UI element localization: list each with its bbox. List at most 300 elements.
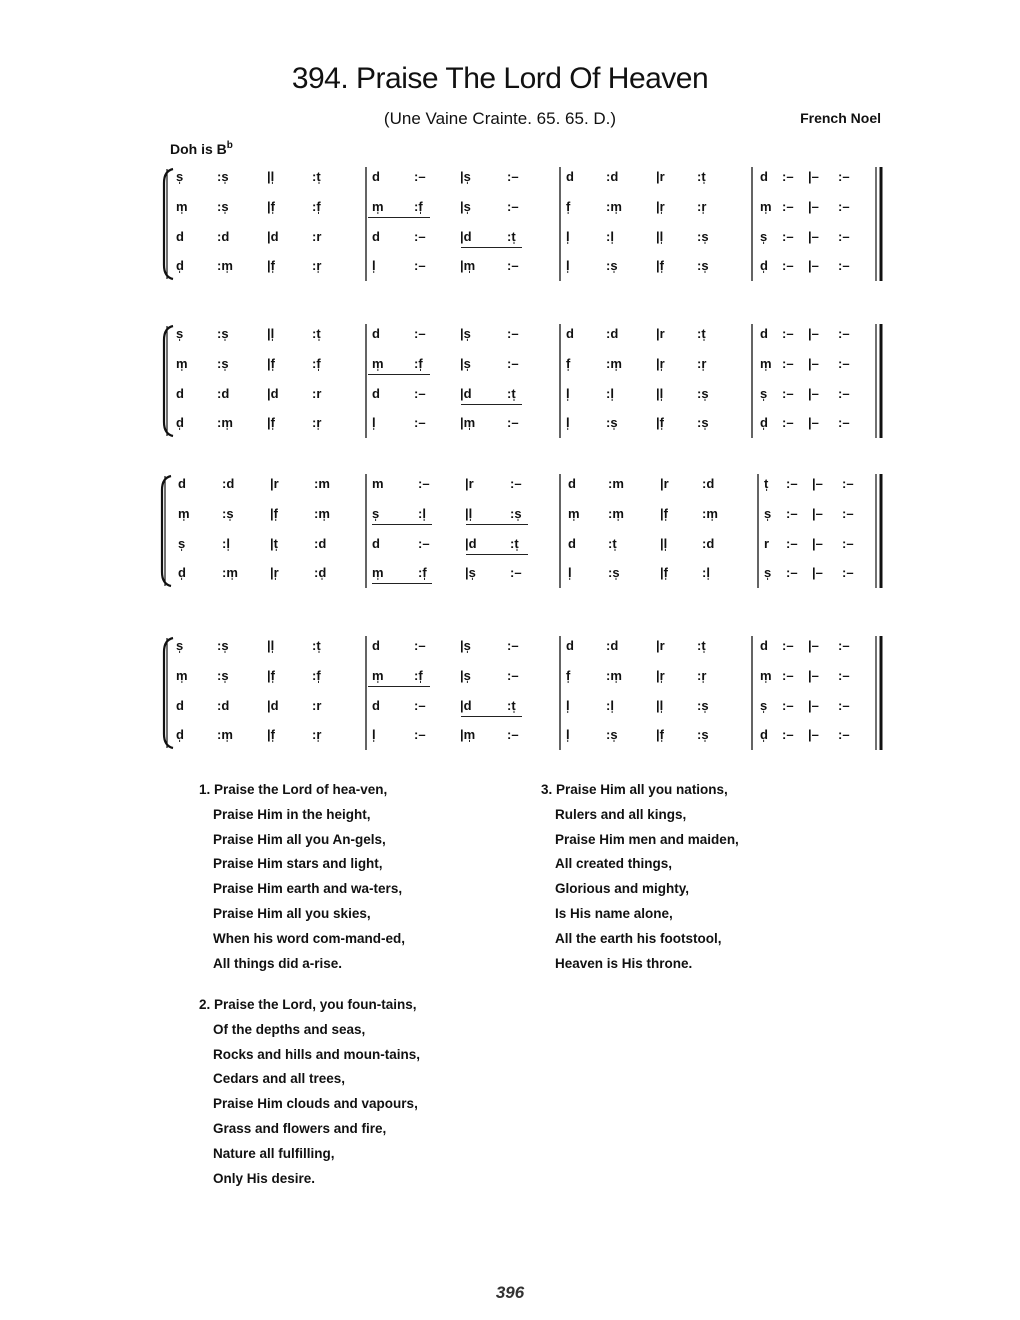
- solfa-note: :–: [507, 668, 519, 683]
- solfa-note: l̩: [566, 727, 570, 742]
- lyric-line: All created things,: [555, 856, 673, 872]
- solfa-note: d̩: [178, 565, 186, 580]
- slur-underline: [368, 686, 430, 687]
- solfa-note: :s̩: [697, 386, 709, 401]
- solfa-note: m̩: [760, 199, 772, 214]
- solfa-note: s̩: [760, 229, 768, 244]
- solfa-note: l̩: [566, 258, 570, 273]
- solfa-note: :–: [418, 536, 430, 551]
- solfa-note: |–: [812, 506, 823, 521]
- solfa-note: :t̩: [510, 536, 519, 551]
- system-bracket: [162, 476, 171, 586]
- solfa-note: :l̩: [606, 229, 614, 244]
- solfa-note: :–: [838, 326, 850, 341]
- solfa-note: :m: [314, 476, 330, 491]
- solfa-note: :f̩: [418, 565, 427, 580]
- solfa-note: :–: [507, 415, 519, 430]
- solfa-note: |m̩: [460, 415, 476, 430]
- solfa-note: :l̩: [702, 565, 710, 580]
- solfa-note: m̩: [372, 668, 384, 683]
- solfa-note: d̩: [760, 415, 768, 430]
- lyric-line: Praise Him earth and wa-ters,: [213, 881, 403, 897]
- slur-underline: [372, 524, 432, 525]
- solfa-note: :t̩: [697, 326, 706, 341]
- solfa-note: :m̩: [222, 565, 238, 580]
- solfa-note: :–: [782, 356, 794, 371]
- solfa-note: |f̩: [267, 199, 275, 214]
- solfa-note: m̩: [372, 565, 384, 580]
- solfa-note: :–: [510, 476, 522, 491]
- solfa-note: :f̩: [312, 356, 321, 371]
- solfa-note: d: [568, 536, 576, 551]
- solfa-note: :t̩: [312, 638, 321, 653]
- solfa-note: f̩: [566, 668, 571, 683]
- lyric-line: Rocks and hills and moun-tains,: [213, 1046, 421, 1062]
- solfa-note: |f̩: [656, 258, 664, 273]
- solfa-note: l̩: [372, 258, 376, 273]
- solfa-note: |s̩: [460, 668, 471, 683]
- solfa-note: :d̩: [314, 565, 327, 580]
- solfa-note: :s̩: [217, 638, 229, 653]
- solfa-note: d̩: [760, 258, 768, 273]
- solfa-note: :–: [838, 668, 850, 683]
- solfa-note: :s̩: [606, 415, 618, 430]
- solfa-note: d: [566, 638, 574, 653]
- solfa-note: l̩: [372, 415, 376, 430]
- solfa-note: :s̩: [608, 565, 620, 580]
- solfa-note: :–: [782, 668, 794, 683]
- solfa-note: :f̩: [414, 199, 423, 214]
- solfa-note: :t̩: [312, 169, 321, 184]
- solfa-note: |s̩: [460, 326, 471, 341]
- solfa-note: :s̩: [510, 506, 522, 521]
- solfa-note: |d: [465, 536, 477, 551]
- solfa-note: s̩: [176, 169, 184, 184]
- solfa-note: |r: [660, 476, 669, 491]
- solfa-note: |r̩: [656, 356, 665, 371]
- solfa-note: |–: [808, 356, 819, 371]
- solfa-note: l̩: [566, 698, 570, 713]
- solfa-note: l̩: [566, 386, 570, 401]
- solfa-note: s̩: [764, 506, 772, 521]
- composer-credit: French Noel: [800, 110, 881, 126]
- solfa-note: m̩: [178, 506, 190, 521]
- solfa-note: :f̩: [312, 199, 321, 214]
- score-system-3: [0, 472, 1020, 592]
- solfa-note: |–: [808, 727, 819, 742]
- solfa-note: :l̩: [606, 386, 614, 401]
- lyric-line: Praise Him stars and light,: [213, 856, 383, 872]
- solfa-note: :l̩: [606, 698, 614, 713]
- solfa-note: |l̩: [267, 326, 275, 341]
- solfa-note: d: [372, 536, 380, 551]
- solfa-note: s̩: [178, 536, 186, 551]
- solfa-note: :t̩: [507, 386, 516, 401]
- solfa-note: d: [178, 476, 186, 491]
- solfa-note: :–: [782, 169, 794, 184]
- solfa-note: :–: [782, 638, 794, 653]
- lyric-line: Grass and flowers and fire,: [213, 1120, 387, 1136]
- solfa-note: :m̩: [217, 258, 233, 273]
- solfa-note: :s̩: [217, 199, 229, 214]
- solfa-note: s̩: [372, 506, 380, 521]
- solfa-note: :s̩: [217, 356, 229, 371]
- solfa-note: :d: [222, 476, 235, 491]
- solfa-note: :–: [838, 258, 850, 273]
- solfa-note: :–: [782, 698, 794, 713]
- solfa-note: d: [372, 326, 380, 341]
- solfa-note: :–: [838, 415, 850, 430]
- system-bracket: [164, 169, 173, 279]
- solfa-note: :s̩: [697, 698, 709, 713]
- solfa-note: m̩: [372, 356, 384, 371]
- slur-underline: [372, 583, 432, 584]
- solfa-note: m̩: [176, 356, 188, 371]
- solfa-note: |–: [812, 476, 823, 491]
- solfa-note: :r̩: [312, 415, 322, 430]
- solfa-note: :r: [312, 386, 322, 401]
- solfa-note: |–: [808, 229, 819, 244]
- solfa-note: m̩: [176, 668, 188, 683]
- solfa-note: d: [372, 229, 380, 244]
- solfa-note: :s̩: [697, 415, 709, 430]
- solfa-note: d: [760, 638, 768, 653]
- solfa-note: :t̩: [608, 536, 617, 551]
- lyric-line: Praise Him all you An-gels,: [213, 831, 386, 847]
- solfa-note: |f̩: [267, 258, 275, 273]
- solfa-note: m: [372, 476, 384, 491]
- solfa-note: :–: [838, 356, 850, 371]
- score-system-2: [0, 322, 1020, 442]
- lyric-line: Only His desire.: [213, 1170, 316, 1186]
- solfa-note: |s̩: [460, 638, 471, 653]
- solfa-note: :d: [217, 698, 230, 713]
- solfa-note: d̩: [176, 258, 184, 273]
- solfa-note: :–: [418, 476, 430, 491]
- solfa-note: :s̩: [222, 506, 234, 521]
- solfa-note: :–: [842, 565, 854, 580]
- solfa-note: :–: [782, 229, 794, 244]
- solfa-note: |s̩: [460, 169, 471, 184]
- solfa-note: :d: [314, 536, 327, 551]
- solfa-note: d: [566, 326, 574, 341]
- solfa-note: |d: [460, 698, 472, 713]
- solfa-note: |–: [812, 565, 823, 580]
- solfa-note: |d: [267, 229, 279, 244]
- slur-underline: [466, 554, 528, 555]
- solfa-note: :–: [838, 386, 850, 401]
- solfa-note: d: [176, 386, 184, 401]
- solfa-note: |–: [808, 386, 819, 401]
- solfa-note: :–: [507, 638, 519, 653]
- solfa-note: |r: [656, 326, 665, 341]
- solfa-note: |l̩: [267, 169, 275, 184]
- solfa-note: d̩: [760, 727, 768, 742]
- score-system-1: [0, 165, 1020, 285]
- solfa-note: s̩: [176, 638, 184, 653]
- slur-underline: [368, 374, 430, 375]
- solfa-note: :–: [786, 536, 798, 551]
- solfa-note: s̩: [760, 698, 768, 713]
- lyric-line: Of the depths and seas,: [213, 1021, 366, 1037]
- solfa-note: |l̩: [660, 536, 668, 551]
- lyric-line: Praise Him men and maiden,: [555, 831, 739, 847]
- solfa-note: s̩: [760, 386, 768, 401]
- solfa-note: :–: [510, 565, 522, 580]
- lyric-line: 3. Praise Him all you nations,: [541, 782, 728, 797]
- solfa-note: |d: [267, 386, 279, 401]
- lyric-line: 2. Praise the Lord, you foun-tains,: [199, 997, 417, 1012]
- solfa-note: :r̩: [312, 727, 322, 742]
- solfa-note: :r: [312, 698, 322, 713]
- solfa-note: |r: [465, 476, 474, 491]
- solfa-note: d: [566, 169, 574, 184]
- solfa-note: f̩: [566, 356, 571, 371]
- solfa-note: :r̩: [312, 258, 322, 273]
- solfa-note: d: [372, 386, 380, 401]
- solfa-note: :s̩: [606, 258, 618, 273]
- score-system-4: [0, 634, 1020, 754]
- solfa-note: d: [176, 698, 184, 713]
- solfa-note: :–: [782, 727, 794, 742]
- solfa-note: |s̩: [460, 199, 471, 214]
- solfa-note: |f̩: [656, 727, 664, 742]
- slur-underline: [461, 247, 522, 248]
- solfa-note: :–: [782, 258, 794, 273]
- solfa-note: :d: [217, 386, 230, 401]
- verse-3: [541, 778, 739, 976]
- solfa-note: |m̩: [460, 258, 476, 273]
- hymn-title: 394. Praise The Lord Of Heaven: [291, 62, 709, 95]
- slur-underline: [368, 217, 430, 218]
- lyric-line: 1. Praise the Lord of hea-ven,: [199, 782, 388, 797]
- solfa-note: :–: [507, 326, 519, 341]
- solfa-note: |f̩: [270, 506, 278, 521]
- solfa-note: :s̩: [697, 258, 709, 273]
- solfa-note: :f̩: [312, 668, 321, 683]
- solfa-note: m̩: [760, 668, 772, 683]
- solfa-note: :d: [606, 169, 619, 184]
- solfa-note: t̩: [764, 476, 769, 491]
- tune-name: (Une Vaine Crainte. 65. 65. D.): [383, 109, 617, 128]
- solfa-note: |–: [808, 199, 819, 214]
- solfa-note: :m̩: [608, 506, 624, 521]
- solfa-note: |–: [812, 536, 823, 551]
- solfa-note: |–: [808, 668, 819, 683]
- solfa-note: |–: [808, 326, 819, 341]
- solfa-note: :l̩: [418, 506, 426, 521]
- solfa-note: :–: [507, 169, 519, 184]
- solfa-note: :m̩: [702, 506, 718, 521]
- solfa-note: :t̩: [697, 638, 706, 653]
- flat-sign: b: [226, 140, 233, 151]
- solfa-note: |l̩: [656, 698, 664, 713]
- solfa-note: :t̩: [507, 698, 516, 713]
- solfa-note: :–: [782, 386, 794, 401]
- solfa-note: |–: [808, 415, 819, 430]
- lyric-line: Rulers and all kings,: [555, 806, 687, 822]
- lyric-line: When his word com-mand-ed,: [213, 930, 406, 946]
- solfa-note: l̩: [372, 727, 376, 742]
- solfa-note: :d: [606, 326, 619, 341]
- solfa-note: :–: [507, 356, 519, 371]
- solfa-note: :d: [217, 229, 230, 244]
- solfa-note: :t̩: [312, 326, 321, 341]
- solfa-note: |r̩: [656, 199, 665, 214]
- solfa-note: :–: [782, 326, 794, 341]
- solfa-note: |–: [808, 169, 819, 184]
- solfa-note: :s̩: [697, 727, 709, 742]
- solfa-note: :–: [838, 169, 850, 184]
- solfa-note: l̩: [566, 415, 570, 430]
- solfa-note: |r̩: [656, 668, 665, 683]
- solfa-note: :s̩: [217, 668, 229, 683]
- solfa-note: :–: [786, 565, 798, 580]
- solfa-note: |d: [460, 229, 472, 244]
- solfa-note: d: [372, 169, 380, 184]
- lyric-line: All things did a-rise.: [213, 955, 343, 971]
- solfa-note: :–: [414, 415, 426, 430]
- solfa-note: :–: [414, 727, 426, 742]
- solfa-note: m̩: [760, 356, 772, 371]
- solfa-note: |f̩: [656, 415, 664, 430]
- key-signature: [170, 140, 233, 157]
- solfa-note: |r: [270, 476, 279, 491]
- solfa-note: :m̩: [606, 199, 622, 214]
- solfa-note: r: [764, 536, 770, 551]
- solfa-note: :l̩: [222, 536, 230, 551]
- solfa-note: :t̩: [507, 229, 516, 244]
- solfa-note: |–: [808, 638, 819, 653]
- solfa-note: :–: [782, 415, 794, 430]
- solfa-note: |f̩: [267, 668, 275, 683]
- solfa-note: :m̩: [606, 668, 622, 683]
- solfa-note: :–: [414, 169, 426, 184]
- solfa-note: :s̩: [217, 169, 229, 184]
- solfa-note: d: [760, 169, 768, 184]
- solfa-note: :–: [414, 698, 426, 713]
- key-text: Doh is B: [170, 141, 227, 157]
- solfa-note: d: [568, 476, 576, 491]
- solfa-note: f̩: [566, 199, 571, 214]
- solfa-note: m̩: [568, 506, 580, 521]
- solfa-note: |f̩: [660, 506, 668, 521]
- solfa-note: |s̩: [465, 565, 476, 580]
- solfa-note: :–: [838, 698, 850, 713]
- system-bracket: [164, 638, 173, 748]
- solfa-note: d: [176, 229, 184, 244]
- solfa-note: :d: [606, 638, 619, 653]
- solfa-note: :–: [414, 229, 426, 244]
- verse-1: [199, 778, 405, 976]
- solfa-note: :–: [838, 727, 850, 742]
- solfa-note: |l̩: [267, 638, 275, 653]
- lyric-line: Praise Him in the height,: [213, 806, 371, 822]
- solfa-note: |–: [808, 258, 819, 273]
- solfa-note: :–: [414, 386, 426, 401]
- solfa-note: :–: [838, 229, 850, 244]
- solfa-note: :–: [838, 638, 850, 653]
- solfa-note: :f̩: [414, 356, 423, 371]
- page-number: 396: [495, 1283, 525, 1302]
- slur-underline: [461, 716, 522, 717]
- solfa-note: :–: [507, 727, 519, 742]
- solfa-note: :m̩: [217, 727, 233, 742]
- solfa-note: :m̩: [606, 356, 622, 371]
- solfa-note: |d: [267, 698, 279, 713]
- solfa-note: :–: [786, 476, 798, 491]
- solfa-note: |r: [656, 169, 665, 184]
- lyric-line: Heaven is His throne.: [555, 955, 693, 971]
- slur-underline: [466, 524, 528, 525]
- lyric-line: Cedars and all trees,: [213, 1071, 346, 1087]
- solfa-note: :r̩: [697, 356, 707, 371]
- lyric-line: Glorious and mighty,: [555, 881, 690, 897]
- solfa-note: :s̩: [697, 229, 709, 244]
- solfa-note: d: [372, 698, 380, 713]
- solfa-note: :r: [312, 229, 322, 244]
- solfa-note: |–: [808, 698, 819, 713]
- solfa-note: :r̩: [697, 668, 707, 683]
- solfa-note: d̩: [176, 415, 184, 430]
- solfa-note: :–: [507, 199, 519, 214]
- solfa-note: |r: [656, 638, 665, 653]
- solfa-note: |l̩: [656, 386, 664, 401]
- solfa-note: :m: [608, 476, 624, 491]
- solfa-note: :–: [414, 638, 426, 653]
- solfa-note: :–: [838, 199, 850, 214]
- solfa-note: |f̩: [267, 727, 275, 742]
- solfa-note: :–: [842, 476, 854, 491]
- solfa-note: l̩: [566, 229, 570, 244]
- solfa-note: :d: [702, 476, 715, 491]
- lyric-line: Is His name alone,: [555, 905, 673, 921]
- solfa-note: |t̩: [270, 536, 278, 551]
- solfa-note: s̩: [176, 326, 184, 341]
- lyric-line: Nature all fulfilling,: [213, 1145, 335, 1161]
- solfa-note: |d: [460, 386, 472, 401]
- solfa-note: :–: [786, 506, 798, 521]
- solfa-note: |f̩: [267, 356, 275, 371]
- solfa-note: :–: [842, 506, 854, 521]
- solfa-note: :s̩: [217, 326, 229, 341]
- solfa-note: :–: [507, 258, 519, 273]
- solfa-note: :–: [782, 199, 794, 214]
- solfa-note: m̩: [372, 199, 384, 214]
- solfa-note: |l̩: [465, 506, 473, 521]
- lyric-line: Praise Him all you skies,: [213, 905, 371, 921]
- solfa-note: :s̩: [606, 727, 618, 742]
- solfa-note: d̩: [176, 727, 184, 742]
- solfa-note: :m̩: [314, 506, 330, 521]
- solfa-note: |f̩: [660, 565, 668, 580]
- solfa-note: :–: [414, 326, 426, 341]
- solfa-note: :r̩: [697, 199, 707, 214]
- solfa-note: |s̩: [460, 356, 471, 371]
- lyric-line: Praise Him clouds and vapours,: [213, 1096, 418, 1112]
- solfa-note: d: [372, 638, 380, 653]
- lyric-line: All the earth his footstool,: [555, 930, 722, 946]
- solfa-note: |m̩: [460, 727, 476, 742]
- verse-2: [199, 993, 420, 1191]
- solfa-note: m̩: [176, 199, 188, 214]
- solfa-note: :f̩: [414, 668, 423, 683]
- solfa-note: d: [760, 326, 768, 341]
- solfa-note: l̩: [568, 565, 572, 580]
- solfa-note: |l̩: [656, 229, 664, 244]
- solfa-note: :t̩: [697, 169, 706, 184]
- solfa-note: :–: [414, 258, 426, 273]
